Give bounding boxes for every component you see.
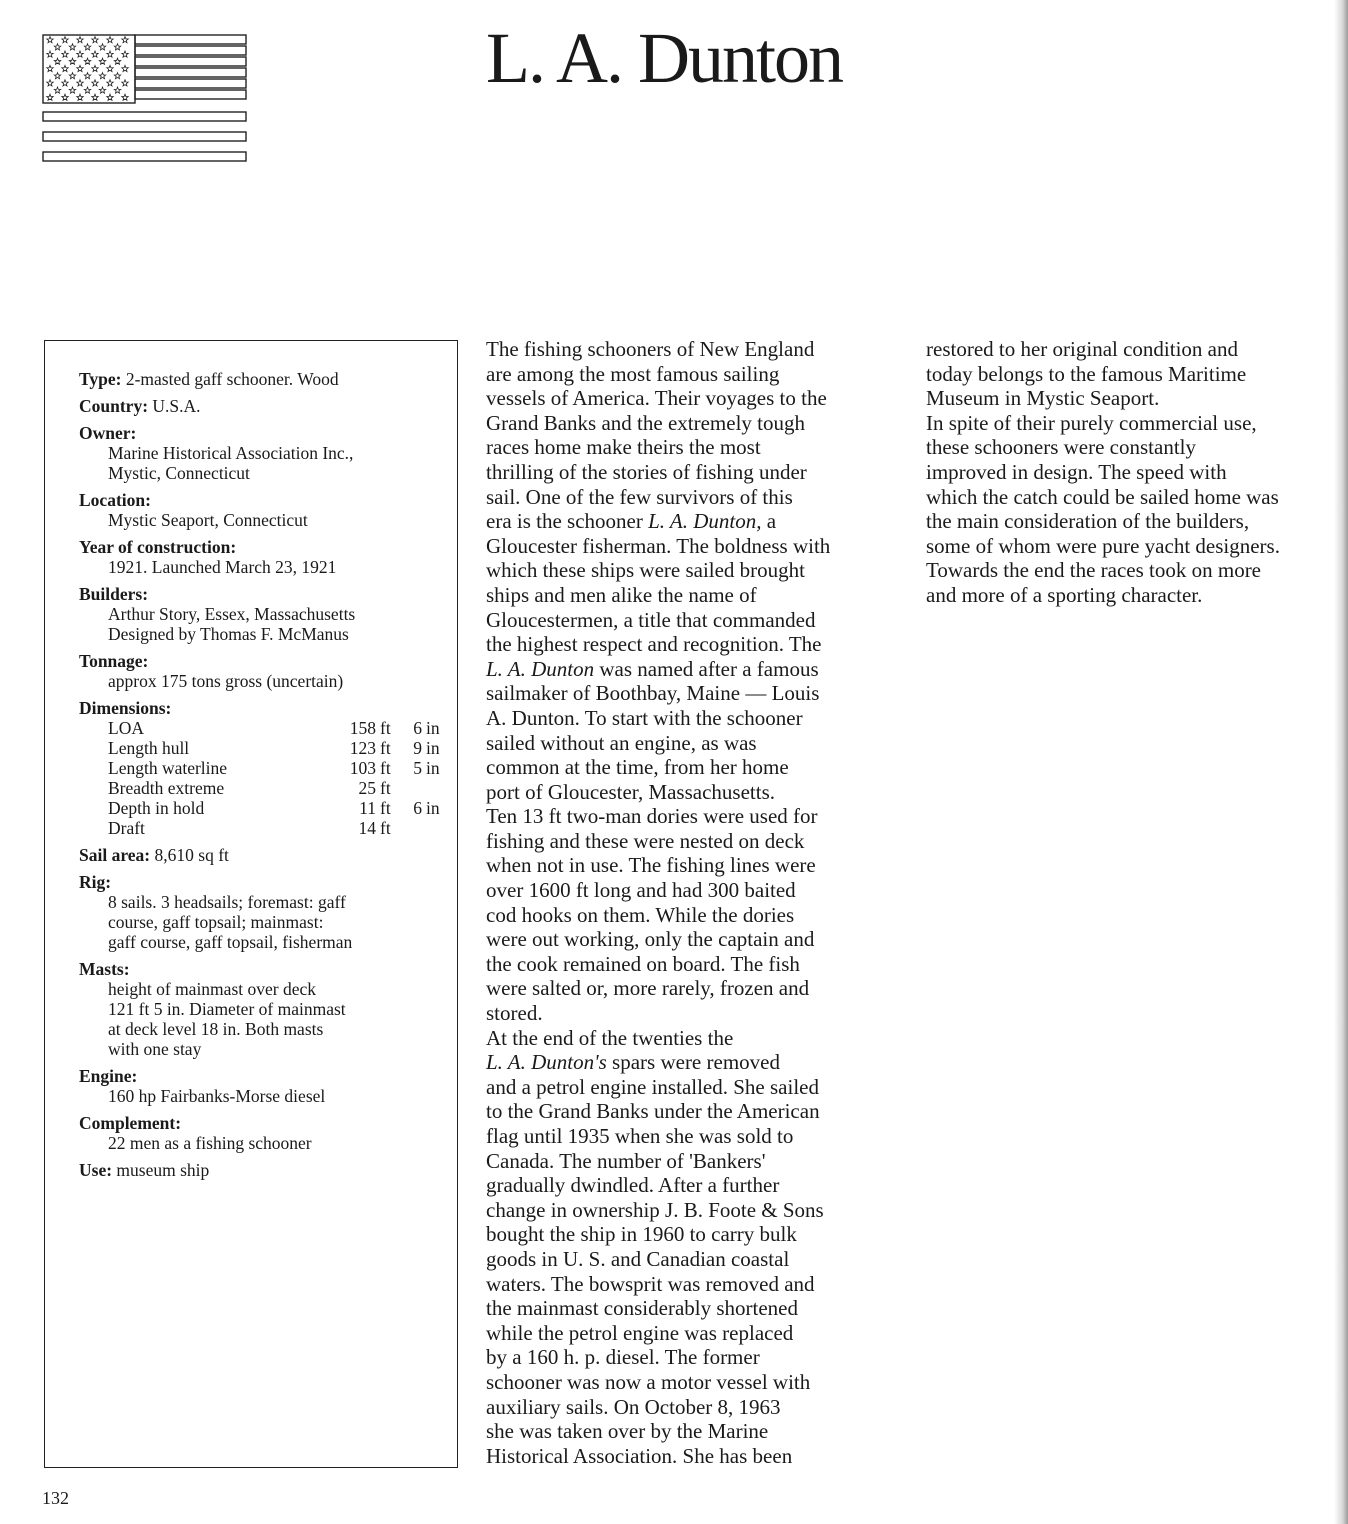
body-line: over 1600 ft long and had 300 baited [486,878,796,903]
dimension-name: Length hull [108,738,190,758]
star-icon [114,58,120,64]
spec-engine [79,1066,447,1106]
spec-label: Rig: [79,872,112,892]
spec-label: Dimensions: [79,698,172,718]
spec-use [79,1160,447,1180]
star-icon [84,44,90,50]
star-icon [77,80,83,86]
body-line: the mainmast considerably shortened [486,1296,798,1321]
star-icon [62,65,68,71]
body-line: cod hooks on them. While the dories [486,902,795,927]
star-icon [77,94,83,100]
body-line: waters. The bowsprit was removed and [486,1271,815,1296]
body-line: were out working, only the captain and [486,927,815,952]
star-icon [62,51,68,57]
star-icon [99,58,105,64]
star-icon [47,37,53,43]
body-line: some of whom were pure yacht designers. [926,533,1280,558]
body-line: sailmaker of Boothbay, Maine — Louis [486,681,820,706]
dimension-row [108,718,440,738]
body-line: were salted or, more rarely, frozen and [486,976,810,1001]
dimension-inches: 6 [413,798,422,818]
star-icon [122,65,128,71]
body-line: the highest respect and recognition. The [486,632,822,657]
dimension-inches: 9 [413,738,422,758]
dimension-inches [402,778,422,798]
body-line: races home make theirs the most [486,435,761,460]
star-icon [69,44,75,50]
star-icon [47,65,53,71]
star-icon [69,58,75,64]
star-icon [62,80,68,86]
spec-label: Location: [79,490,151,510]
dimension-feet-unit: ft [380,718,391,738]
star-icon [54,73,60,79]
star-icon [77,65,83,71]
star-icon [114,73,120,79]
spec-label: Use: [79,1160,113,1180]
body-line: sailed without an engine, as was [486,730,757,755]
body-line: are among the most famous sailing [486,361,780,386]
star-icon [62,37,68,43]
star-icon [84,73,90,79]
dimension-inches [402,818,422,838]
body-line: improved in design. The speed with [926,459,1227,484]
dimension-feet: 158 [349,718,376,738]
spec-tonnage [79,651,447,691]
spec-label: Type: [79,369,122,389]
dimension-row [108,778,440,798]
body-line: Gloucestermen, a title that commanded [486,607,816,632]
body-line: Canada. The number of 'Bankers' [486,1148,766,1173]
us-flag-icon [42,34,248,164]
body-text: era is the schooner [486,509,649,534]
star-icon [47,94,53,100]
body-line [486,1050,898,1075]
spec-rig [79,872,447,952]
dimension-row [108,818,440,838]
spec-complement [79,1113,447,1153]
body-line: thrilling of the stories of fishing under [486,459,807,484]
body-line: Historical Association. She has been [486,1443,793,1468]
spec-value: gaff course, gaff topsail, fisherman [108,932,353,952]
spec-value: Mystic, Connecticut [108,463,250,483]
star-icon [99,44,105,50]
page-number: 132 [42,1488,69,1508]
spec-label: Sail area: [79,845,151,865]
body-line [486,509,898,534]
spec-location [79,490,447,530]
spec-label: Engine: [79,1066,138,1086]
body-line: by a 160 h. p. diesel. The former [486,1345,760,1370]
body-line: port of Gloucester, Massachusetts. [486,779,776,804]
spec-label: Masts: [79,959,130,979]
dimension-inches-unit: in [426,798,440,818]
spec-country [79,396,447,416]
dimension-inches: 6 [413,718,422,738]
dimension-inches-unit: in [426,758,440,778]
spec-value: Arthur Story, Essex, Massachusetts [108,604,356,624]
spec-value: course, gaff topsail; mainmast: [108,912,324,932]
star-icon [107,65,113,71]
star-icon [92,37,98,43]
body-line: to the Grand Banks under the American [486,1099,820,1124]
spec-type [79,369,447,389]
body-line: Grand Banks and the extremely tough [486,410,805,435]
dimension-feet-unit: ft [380,818,391,838]
body-line: fishing and these were nested on deck [486,828,805,853]
body-line: The fishing schooners of New England [486,337,815,361]
body-line: and more of a sporting character. [926,582,1203,607]
star-icon [107,51,113,57]
ship-name: L. A. Dunton's [486,1050,607,1075]
spec-value: Marine Historical Association Inc., [108,443,354,463]
star-icon [47,51,53,57]
body-line: A. Dunton. To start with the schooner [486,705,803,730]
body-column-1 [486,337,898,1468]
star-icon [114,44,120,50]
body-line: goods in U. S. and Canadian coastal [486,1246,790,1271]
ship-name: L. A. Dunton [486,656,595,681]
spec-year [79,537,447,577]
dimension-inches-unit: in [426,738,440,758]
body-line: Gloucester fisherman. The boldness with [486,533,831,558]
body-line: which the catch could be sailed home was [926,484,1279,509]
body-line: change in ownership J. B. Foote & Sons [486,1197,824,1222]
star-icon [77,37,83,43]
spec-value: Mystic Seaport, Connecticut [108,510,308,530]
body-line [486,657,898,682]
star-icon [84,87,90,93]
dimension-inches-unit: in [426,718,440,738]
dimension-feet-unit: ft [380,778,391,798]
star-icon [122,94,128,100]
spec-value: 1921. Launched March 23, 1921 [108,557,337,577]
body-line: sail. One of the few survivors of this [486,484,793,509]
body-line: Ten 13 ft two-man dories were used for [486,804,818,829]
dimension-feet: 14 [358,818,376,838]
dimension-inches-unit [422,778,440,798]
star-icon [84,58,90,64]
dimension-row [108,738,440,758]
dimension-row [108,758,440,778]
spec-value: height of mainmast over deck [108,979,316,999]
star-icon [114,87,120,93]
dimension-feet-unit: ft [380,738,391,758]
spec-value: 8 sails. 3 headsails; foremast: gaff [108,892,346,912]
star-icon [47,80,53,86]
dimension-inches-unit [422,818,440,838]
star-icon [99,73,105,79]
spec-label: Builders: [79,584,149,604]
page-edge-shadow [1334,0,1348,1524]
body-line: At the end of the twenties the [486,1025,734,1050]
body-line: the cook remained on board. The fish [486,951,800,976]
dimension-inches: 5 [413,758,422,778]
dimension-name: Depth in hold [108,798,205,818]
body-line: schooner was now a motor vessel with [486,1369,811,1394]
spec-sheet [44,340,458,1468]
star-icon [54,87,60,93]
body-line: ships and men alike the name of [486,582,757,607]
dimension-feet-unit: ft [380,798,391,818]
body-line: and a petrol engine installed. She sailed [486,1074,819,1099]
body-text: was named after a famous [594,656,819,681]
body-line: while the petrol engine was replaced [486,1320,794,1345]
star-icon [62,94,68,100]
star-icon [92,65,98,71]
spec-value: 22 men as a fishing schooner [108,1133,312,1153]
star-icon [54,44,60,50]
body-line: stored. [486,1001,543,1026]
body-line: she was taken over by the Marine [486,1419,769,1444]
body-line: In spite of their purely commercial use, [926,410,1257,435]
spec-value: at deck level 18 in. Both masts [108,1019,324,1039]
spec-sail-area [79,845,447,865]
dimension-name: LOA [108,718,144,738]
spec-label: Tonnage: [79,651,149,671]
star-icon [122,80,128,86]
spec-label: Owner: [79,423,137,443]
star-icon [92,80,98,86]
spec-value: museum ship [116,1160,210,1180]
spec-value: 121 ft 5 in. Diameter of mainmast [108,999,346,1019]
dimension-feet: 25 [358,778,376,798]
dimension-name: Length waterline [108,758,228,778]
star-icon [99,87,105,93]
star-icon [107,37,113,43]
star-icon [54,58,60,64]
page-title: L. A. Dunton [486,18,843,98]
star-icon [122,37,128,43]
body-line: when not in use. The fishing lines were [486,853,816,878]
spec-label: Year of construction: [79,537,237,557]
body-text: a [761,509,777,534]
spec-owner [79,423,447,483]
dimension-name: Breadth extreme [108,778,225,798]
star-icon [69,87,75,93]
spec-builders [79,584,447,644]
body-line: the main consideration of the builders, [926,509,1250,534]
body-line: these schooners were constantly [926,435,1196,460]
spec-value: approx 175 tons gross (uncertain) [108,671,344,691]
spec-value: 2-masted gaff schooner. Wood [125,369,339,389]
body-line: auxiliary sails. On October 8, 1963 [486,1394,781,1419]
spec-value: U.S.A. [152,396,201,416]
body-line: bought the ship in 1960 to carry bulk [486,1222,797,1247]
body-line: which these ships were sailed brought [486,558,806,583]
spec-dimensions [79,698,447,838]
star-icon [92,94,98,100]
star-icon [69,73,75,79]
dimension-feet: 11 [359,798,376,818]
ship-name: L. A. Dunton, [648,509,762,534]
spec-masts [79,959,447,1059]
dimension-row [108,798,440,818]
spec-label: Complement: [79,1113,182,1133]
spec-value: 160 hp Fairbanks-Morse diesel [108,1086,326,1106]
star-icon [92,51,98,57]
body-line: flag until 1935 when she was sold to [486,1124,794,1148]
spec-value: 8,610 sq ft [154,845,229,865]
body-line: common at the time, from her home [486,755,789,780]
body-line: restored to her original condition and [926,337,1238,361]
dimension-name: Draft [108,818,145,838]
dimension-feet: 123 [349,738,376,758]
dimension-feet-unit: ft [380,758,391,778]
dimension-feet: 103 [349,758,376,778]
body-line: Towards the end the races took on more [926,558,1262,583]
body-line: vessels of America. Their voyages to the [486,386,827,411]
star-icon [107,80,113,86]
body-line: gradually dwindled. After a further [486,1173,780,1198]
body-line: Museum in Mystic Seaport. [926,386,1160,411]
spec-value: Designed by Thomas F. McManus [108,624,349,644]
spec-value: with one stay [108,1039,202,1059]
body-column-2 [926,337,1326,608]
dimensions-table [108,718,440,838]
body-line: today belongs to the famous Maritime [926,361,1247,386]
star-icon [77,51,83,57]
star-icon [122,51,128,57]
body-text: spars were removed [606,1050,780,1075]
spec-label: Country: [79,396,149,416]
star-icon [107,94,113,100]
